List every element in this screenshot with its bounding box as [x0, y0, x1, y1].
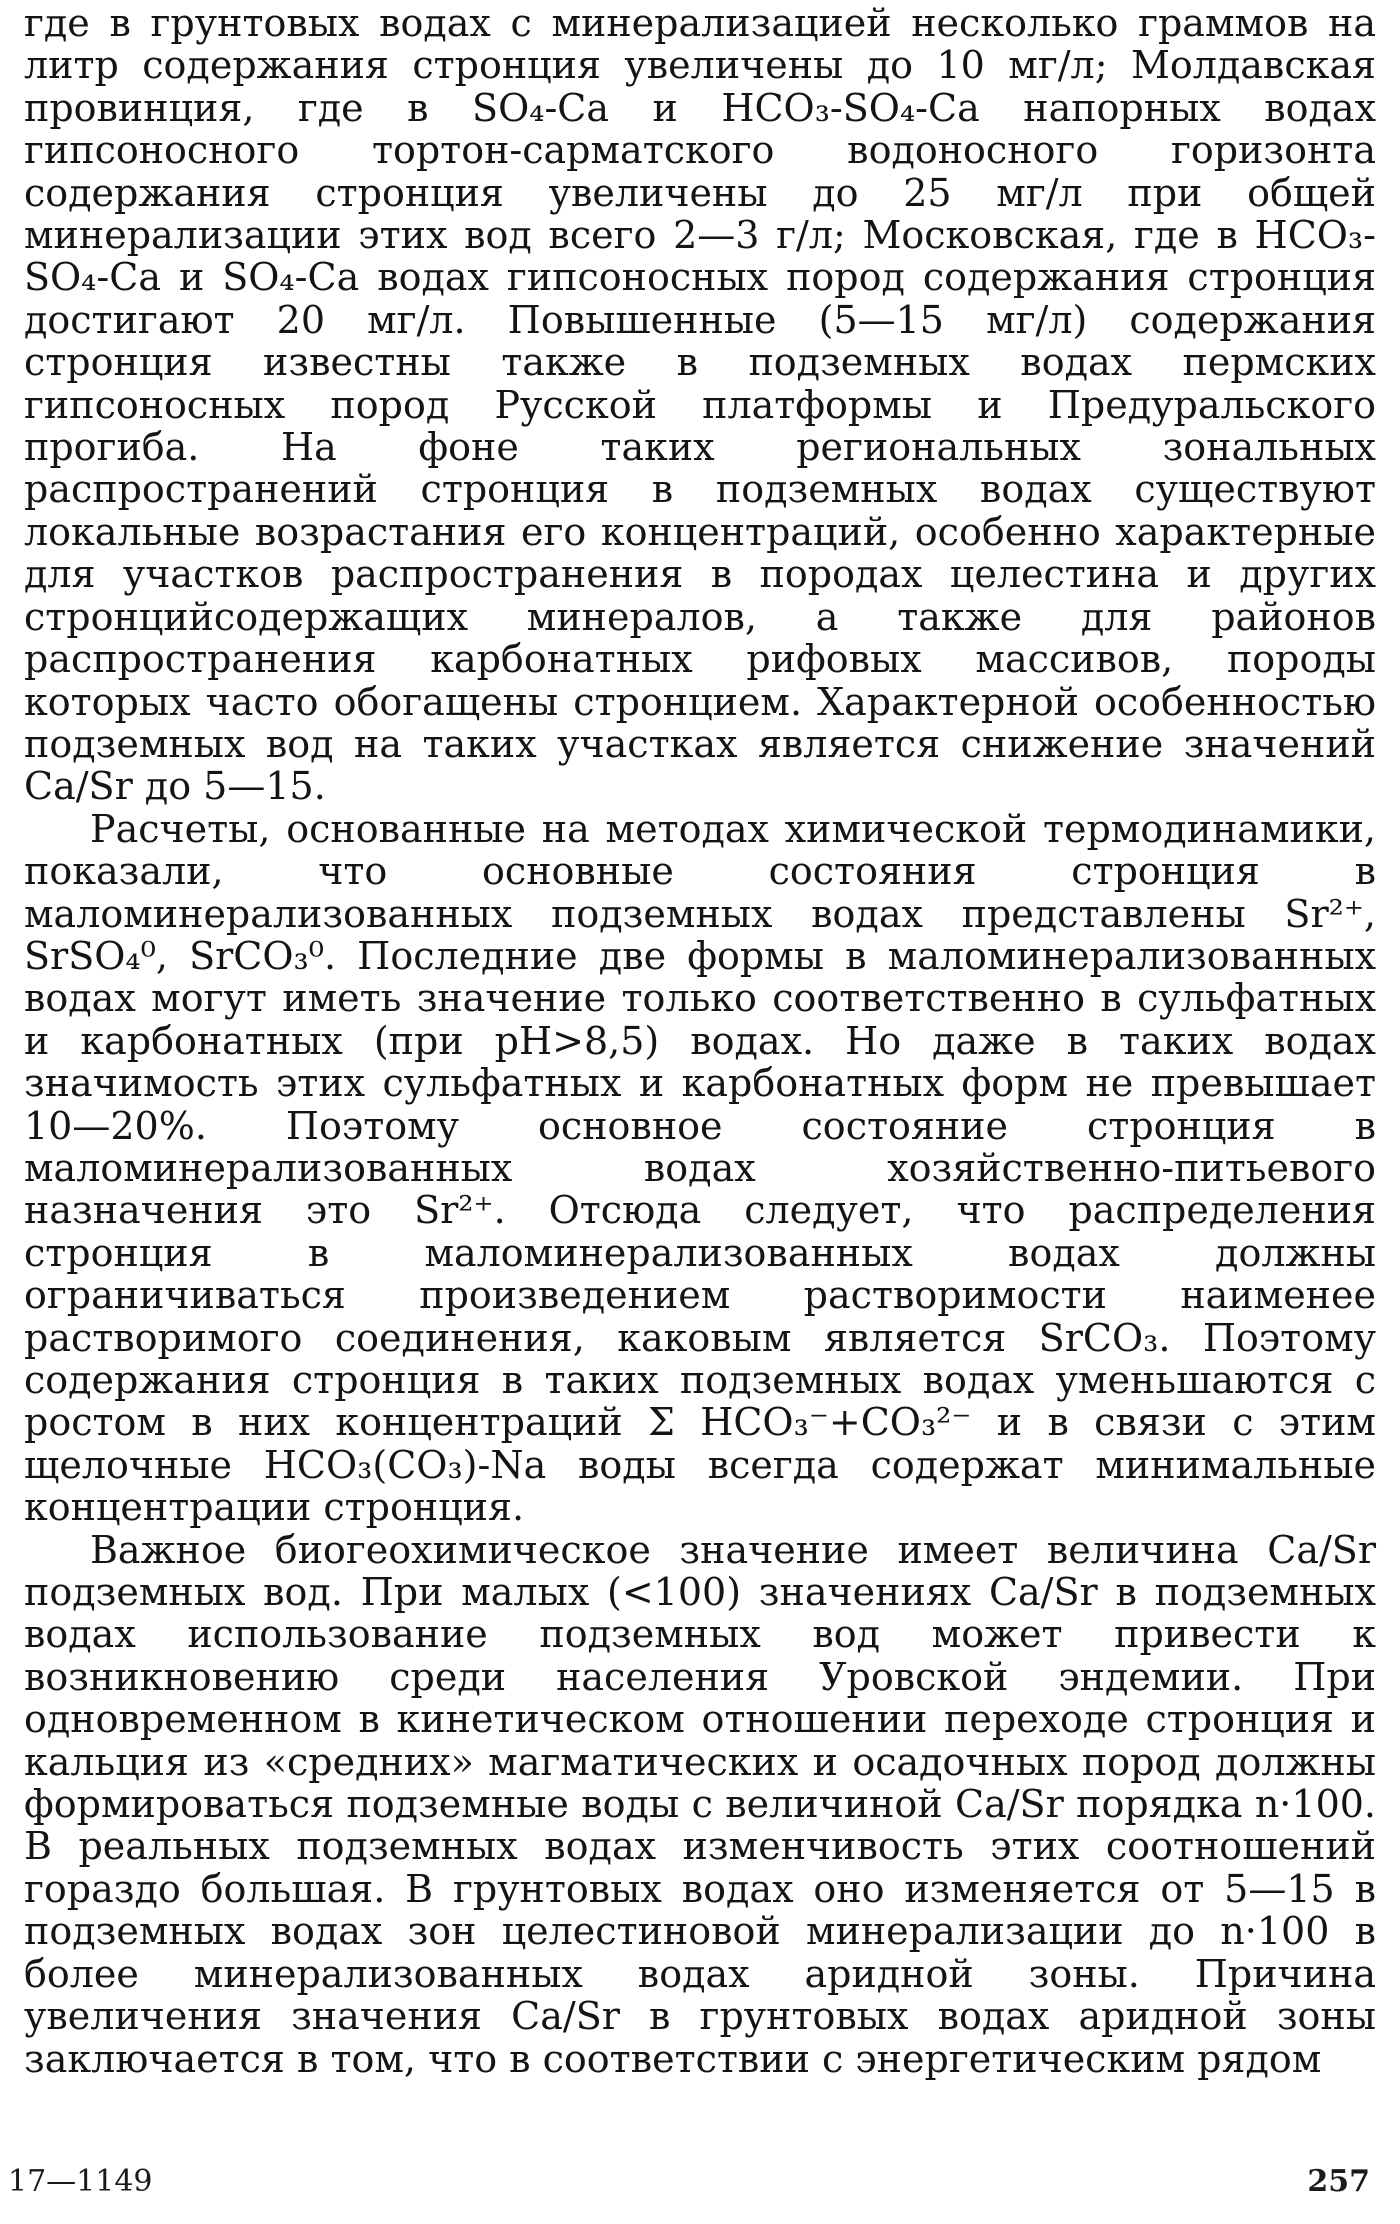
body-text	[24, 2, 1376, 2080]
paragraph-thermodynamics: Расчеты, основанные на методах химической термодинамики, показали, что основные состояния стронция в маломинерализованных подземных водах представлены Sr²⁺, SrSO₄⁰, SrCO₃⁰. Последние две формы в маломинерализованных водах могут иметь значение только соответственно в сульфатных и карбонатных (при pH>8,5) водах. Но даже в таких водах значимость этих сульфатных и карбонатных форм не превышает 10—20%. Поэтому основное состояние стронция в маломинерализованных водах хозяйственно-питьевого назначения это Sr²⁺. Отсюда следует, что распределения стронция в маломинерализованных водах должны ограничиваться произведением растворимости наименее растворимого соединения, каковым является SrCO₃. Поэтому содержания стронция в таких подземных водах уменьшаются с ростом в них концентраций Σ HCO₃⁻+CO₃²⁻ и в связи с этим щелочные HCO₃(CO₃)-Na воды всегда содержат минимальные концентрации стронция.	[24, 806, 1376, 1530]
paragraph-continuation: где в грунтовых водах с минерализацией несколько граммов на литр содержания стронция увеличены до 10 мг/л; Молдавская провинция, где в SO₄-Ca и HCO₃-SO₄-Ca напорных водах гипсоносного тортон-сарматского водоносного горизонта содержания стронция увеличены до 25 мг/л при общей минерализации этих вод всего 2—3 г/л; Московская, где в HCO₃-SO₄-Ca и SO₄-Ca водах гипсоносных пород содержания стронция достигают 20 мг/л. Повышенные (5—15 мг/л) содержания стронция известны также в подземных водах пермских гипсоносных пород Русской платформы и Предуральского прогиба. На фоне таких региональных зональных распространений стронция в подземных водах существуют локальные возрастания его концентраций, особенно характерные для участков распространения в породах целестина и других стронцийсодержащих минералов, а также для районов распространения карбонатных рифовых массивов, породы которых часто обогащены стронцием. Характерной особенностью подземных вод на таких участках является снижение значений Ca/Sr до 5—15.	[24, 1, 1376, 809]
paragraph-ca-sr-ratio: Важное биогеохимическое значение имеет величина Ca/Sr подземных вод. При малых (<100) значениях Ca/Sr в подземных водах использование подземных вод может привести к возникновению среди населения Уровской эндемии. При одновременном в кинетическом отношении переходе стронция и кальция из «средних» магматических и осадочных пород должны формироваться подземные воды с величиной Ca/Sr порядка n·100. В реальных подземных водах изменчивость этих соотношений гораздо большая. В грунтовых водах оно изменяется от 5—15 в подземных водах зон целестиновой минерализации до n·100 в более минерализованных водах аридной зоны. Причина увеличения значения Ca/Sr в грунтовых водах аридной зоны заключается в том, что в соответствии с энергетическим рядом	[24, 1527, 1376, 2081]
page-footer	[0, 2164, 1400, 2214]
printer-signature: 17—1149	[8, 2164, 153, 2199]
page-number: 257	[1307, 2164, 1370, 2199]
